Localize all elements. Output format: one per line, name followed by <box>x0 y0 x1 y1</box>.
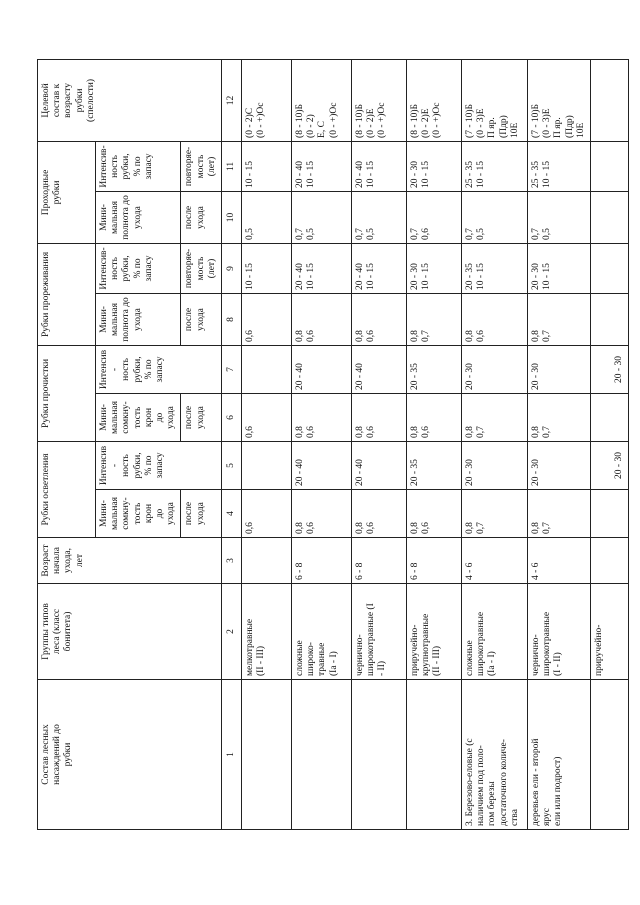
min-density-cell: 0,7 0,5 <box>292 191 352 243</box>
column-number: 7 <box>222 345 242 393</box>
group-prochistka-header: Рубки прочистки <box>38 345 96 441</box>
col-composition-header: Состав лесных насаждений до рубки <box>38 680 222 830</box>
intensity-cell: 20 - 30 <box>591 345 629 393</box>
column-number: 5 <box>222 441 242 489</box>
min-density-cell: 0,8 0,6 <box>292 293 352 345</box>
min-closure-cell: 0,8 0,7 <box>528 393 591 441</box>
composition-cell: деревьев ели - второй ярус ели или подрост) <box>528 680 591 830</box>
start-age-cell: 6 - 8 <box>352 538 407 584</box>
table-body <box>242 59 629 829</box>
start-age-cell: 6 - 8 <box>292 538 352 584</box>
col-target-composition-header: Целевой состав к возрасту рубки (спелости) <box>38 59 222 141</box>
min-density-cell: 0,7 0,5 <box>352 191 407 243</box>
table-row <box>462 59 528 829</box>
after-care-header: после ухода <box>181 490 222 538</box>
table-row <box>242 59 292 829</box>
composition-cell <box>242 680 292 830</box>
intensity-cell: 20 - 40 <box>352 441 407 489</box>
min-density-cell: 0,6 <box>242 293 292 345</box>
column-number: 2 <box>222 584 242 680</box>
intensity-header: Интенсив- ность рубки, % по запасу <box>96 141 181 191</box>
column-number: 1 <box>222 680 242 830</box>
intensity-cell: 20 - 40 <box>292 441 352 489</box>
column-number: 4 <box>222 490 242 538</box>
document-page <box>37 60 624 830</box>
intensity-cell: 25 - 35 10 - 15 <box>528 141 591 191</box>
intensity-cell: 20 - 30 <box>462 345 528 393</box>
start-age-cell: 6 - 8 <box>407 538 462 584</box>
table-row <box>407 59 462 829</box>
min-closure-header: Мини- мальная сомкну- тость крон до ухода <box>96 393 181 441</box>
min-density-header: Мини- мальная полнота до ухода <box>96 191 181 243</box>
intensity-cell: 10 - 15 <box>242 141 292 191</box>
intensity-cell: 20 - 30 10 - 15 <box>528 243 591 293</box>
start-age-cell: 4 - 6 <box>462 538 528 584</box>
col-start-age-header: Возраст начала ухода, лет <box>38 538 222 584</box>
start-age-cell: 4 - 6 <box>528 538 591 584</box>
repeat-interval-header: повторяе- мость (лет) <box>181 243 222 293</box>
table-row <box>292 59 352 829</box>
min-density-header: Мини- мальная полнота до ухода <box>96 293 181 345</box>
composition-cell <box>591 680 629 830</box>
min-density-cell: 0,8 0,7 <box>407 293 462 345</box>
repeat-interval-header: повторяе- мость (лет) <box>181 141 222 191</box>
min-density-cell: 0,7 0,6 <box>407 191 462 243</box>
min-density-cell: 0,5 <box>242 191 292 243</box>
min-closure-cell: 0,8 0,6 <box>352 393 407 441</box>
min-closure-cell: 0,8 0,7 <box>462 393 528 441</box>
intensity-header: Интенсив- ность рубки, % по запасу <box>96 243 181 293</box>
composition-cell <box>352 680 407 830</box>
intensity-cell: 20 - 40 <box>292 345 352 393</box>
intensity-cell: 20 - 40 10 - 15 <box>352 243 407 293</box>
min-closure-header: Мини- мальная сомкну- тость крон до ухода <box>96 490 181 538</box>
min-closure-cell <box>591 490 629 538</box>
target-composition-cell: (7 - 10)Б (0 - 3)Е П яр. (Пдр) 10Е <box>528 59 591 141</box>
target-composition-cell: (8 - 10)Б (0 - 2) Е, С (0 - +)Ос <box>292 59 352 141</box>
intensity-cell: 20 - 30 <box>528 345 591 393</box>
min-closure-cell: 0,8 0,6 <box>407 490 462 538</box>
column-number: 9 <box>222 243 242 293</box>
forest-type-cell: мелкотравные (II - III) <box>242 584 292 680</box>
forest-type-cell: чернично- широкотравные (I - II) <box>528 584 591 680</box>
min-closure-cell: 0,6 <box>242 490 292 538</box>
after-care-header: после ухода <box>181 191 222 243</box>
column-number: 11 <box>222 141 242 191</box>
intensity-header: Интенсив- ность рубки, % по запасу <box>96 441 222 489</box>
column-numbers-row <box>222 59 242 829</box>
min-closure-cell: 0,8 0,6 <box>292 393 352 441</box>
min-density-cell: 0,8 0,7 <box>528 293 591 345</box>
column-number: 12 <box>222 59 242 141</box>
min-density-cell <box>591 191 629 243</box>
target-composition-cell: (8 - 10)Б (0 - 2)Е (0 - +)Ос <box>352 59 407 141</box>
target-composition-cell: (7 - 10)Б (0 - 3)Е П яр. (Пдр) 10Е <box>462 59 528 141</box>
intensity-header: Интенсив- ность рубки, % по запасу <box>96 345 222 393</box>
target-composition-cell: (0 - 2)С (0 - +)Ос <box>242 59 292 141</box>
intensity-cell: 10 - 15 <box>242 243 292 293</box>
start-age-cell <box>242 538 292 584</box>
min-closure-cell: 0,8 0,7 <box>528 490 591 538</box>
target-composition-cell: (8 - 10)Б (0 - 2)Е (0 - +)Ос <box>407 59 462 141</box>
intensity-cell: 20 - 40 10 - 15 <box>292 141 352 191</box>
min-density-cell: 0,8 0,6 <box>352 293 407 345</box>
column-number: 10 <box>222 191 242 243</box>
forest-type-cell: чернично- широкотравные (I - II) <box>352 584 407 680</box>
rotated-table-wrapper <box>37 60 624 830</box>
table-row <box>528 59 591 829</box>
intensity-cell: 20 - 30 <box>462 441 528 489</box>
min-closure-cell: 0,8 0,6 <box>292 490 352 538</box>
column-number: 8 <box>222 293 242 345</box>
intensity-cell: 20 - 30 <box>528 441 591 489</box>
intensity-cell: 20 - 35 <box>407 345 462 393</box>
after-care-header: после ухода <box>181 293 222 345</box>
group-prohodnye-header: Проходные рубки <box>38 141 96 243</box>
intensity-cell: 20 - 40 10 - 15 <box>292 243 352 293</box>
column-number: 6 <box>222 393 242 441</box>
intensity-cell <box>591 141 629 191</box>
min-closure-cell: 0,8 0,7 <box>462 490 528 538</box>
forest-care-table <box>37 59 629 830</box>
forest-type-cell: приручейно- <box>591 584 629 680</box>
intensity-cell: 20 - 30 10 - 15 <box>407 243 462 293</box>
table-row <box>591 59 629 829</box>
min-density-cell: 0,7 0,5 <box>528 191 591 243</box>
min-density-cell: 0,7 0,5 <box>462 191 528 243</box>
column-number: 3 <box>222 538 242 584</box>
intensity-cell <box>242 441 292 489</box>
intensity-cell: 20 - 30 10 - 15 <box>407 141 462 191</box>
composition-cell <box>407 680 462 830</box>
forest-type-cell: сложные широкотравные (Iа - I) <box>462 584 528 680</box>
table-row <box>352 59 407 829</box>
target-composition-cell <box>591 59 629 141</box>
col-forest-type-header: Группы типов леса (класс бонитета) <box>38 584 222 680</box>
min-density-cell <box>591 293 629 345</box>
group-prorezhivanie-header: Рубки прореживания <box>38 243 96 345</box>
min-closure-cell <box>591 393 629 441</box>
intensity-cell <box>591 243 629 293</box>
intensity-cell: 20 - 40 10 - 15 <box>352 141 407 191</box>
intensity-cell: 20 - 40 <box>352 345 407 393</box>
intensity-cell: 20 - 35 10 - 15 <box>462 243 528 293</box>
header-row-1 <box>38 59 96 829</box>
forest-type-cell: приручейно- крупнотравные (II - III) <box>407 584 462 680</box>
min-closure-cell: 0,6 <box>242 393 292 441</box>
intensity-cell <box>242 345 292 393</box>
group-osvetlenie-header: Рубки осветления <box>38 441 96 537</box>
min-density-cell: 0,8 0,6 <box>462 293 528 345</box>
min-closure-cell: 0,8 0,6 <box>407 393 462 441</box>
start-age-cell <box>591 538 629 584</box>
composition-cell <box>292 680 352 830</box>
forest-type-cell: сложные широко- травные (Iа - I) <box>292 584 352 680</box>
min-closure-cell: 0,8 0,6 <box>352 490 407 538</box>
after-care-header: после ухода <box>181 393 222 441</box>
intensity-cell: 25 - 35 10 - 15 <box>462 141 528 191</box>
intensity-cell: 20 - 35 <box>407 441 462 489</box>
intensity-cell: 20 - 30 <box>591 441 629 489</box>
composition-cell: 3. Березово-еловые (с наличием под поло- гом березы достаточного количе- ства <box>462 680 528 830</box>
